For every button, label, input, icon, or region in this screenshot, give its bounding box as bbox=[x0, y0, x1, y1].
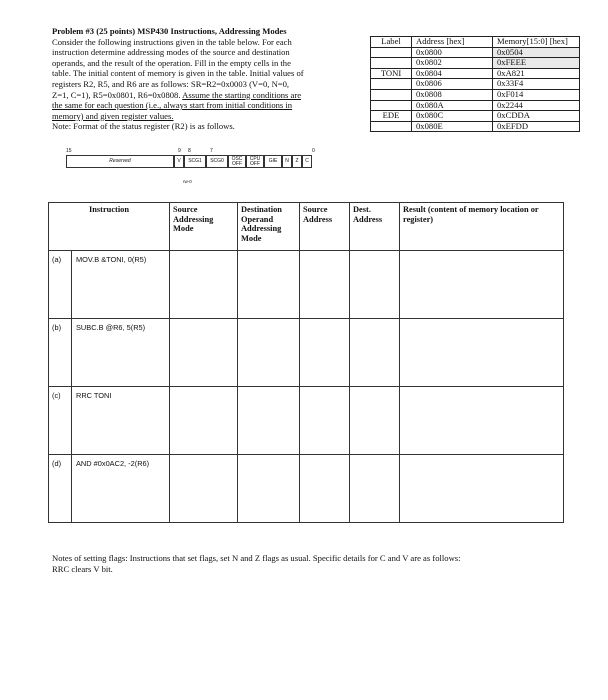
table-row bbox=[49, 319, 564, 387]
memory-value: 0xA821 bbox=[493, 68, 580, 79]
memory-label bbox=[371, 58, 412, 69]
dest-mode-cell[interactable] bbox=[238, 387, 300, 455]
source-mode-cell[interactable] bbox=[170, 319, 238, 387]
intro-line-underlined: the same for each question (i.e., always start from initial conditions in bbox=[52, 100, 293, 111]
bit-number: 15 bbox=[66, 148, 72, 154]
bit-number: 9 bbox=[178, 148, 181, 154]
c-field: C bbox=[302, 155, 312, 168]
notes-line: Notes of setting flags: Instructions that set flags, set N and Z flags as usual. Specific details for C and V are as follows: bbox=[52, 553, 461, 563]
source-address-cell[interactable] bbox=[300, 319, 350, 387]
memory-label bbox=[371, 79, 412, 90]
problem-title: Problem #3 (25 points) MSP430 Instructions, Addressing Modes bbox=[52, 26, 287, 36]
dest-address-header: Dest. Address bbox=[350, 203, 400, 251]
n-field: N bbox=[282, 155, 292, 168]
memory-table-header bbox=[371, 37, 580, 48]
scg1-field: SCG1 bbox=[184, 155, 206, 168]
memory-table bbox=[370, 36, 580, 132]
intro-line: table. The initial content of memory is given in the table. Initial values of bbox=[52, 68, 304, 79]
memory-value: 0x33F4 bbox=[493, 79, 580, 90]
memory-value: 0xFEEE bbox=[493, 58, 580, 69]
table-row bbox=[49, 387, 564, 455]
dest-address-cell[interactable] bbox=[350, 455, 400, 523]
memory-label bbox=[371, 121, 412, 132]
bit-number: 0 bbox=[312, 148, 315, 154]
problem-intro bbox=[52, 26, 364, 132]
instruction-header: Instruction bbox=[49, 203, 170, 251]
intro-line: instruction determine addressing modes of the source and destination bbox=[52, 47, 290, 58]
result-cell[interactable] bbox=[400, 319, 564, 387]
instruction-cell: SUBC.B @R6, 5(R5) bbox=[72, 319, 170, 387]
notes-line: RRC clears V bit. bbox=[52, 563, 113, 574]
memory-label bbox=[371, 100, 412, 111]
instruction-cell: MOV.B &TONI, 0(R5) bbox=[72, 251, 170, 319]
memory-label bbox=[371, 47, 412, 58]
address-header: Address [hex] bbox=[412, 37, 493, 48]
table-row bbox=[49, 455, 564, 523]
answer-table-header bbox=[49, 203, 564, 251]
scg0-field: SCG0 bbox=[206, 155, 228, 168]
memory-address: 0x080E bbox=[412, 121, 493, 132]
dest-mode-header: Destination Operand Addressing Mode bbox=[238, 203, 300, 251]
memory-address: 0x0806 bbox=[412, 79, 493, 90]
reserved-field: Reserved bbox=[66, 155, 174, 168]
memory-label: TONI bbox=[371, 68, 412, 79]
memory-row bbox=[371, 100, 580, 111]
intro-line: registers R2, R5, and R6 are as follows: SR=R2=0x0003 (V=0, N=0, bbox=[52, 78, 290, 89]
memory-address: 0x0804 bbox=[412, 68, 493, 79]
intro-line-with-underline bbox=[52, 90, 364, 101]
v-field: V bbox=[174, 155, 184, 168]
row-label: (d) bbox=[49, 455, 72, 523]
oscoff-field: OSC OFF bbox=[228, 155, 246, 168]
dest-address-cell[interactable] bbox=[350, 319, 400, 387]
instruction-cell: RRC TONI bbox=[72, 387, 170, 455]
result-cell[interactable] bbox=[400, 455, 564, 523]
memory-address: 0x080A bbox=[412, 100, 493, 111]
cpuoff-field: CPU OFF bbox=[246, 155, 264, 168]
result-cell[interactable] bbox=[400, 387, 564, 455]
dest-address-cell[interactable] bbox=[350, 251, 400, 319]
memory-header: Memory[15:0] [hex] bbox=[493, 37, 580, 48]
intro-text-plain: Z=1, C=1), R5=0x0801, R6=0x0808. bbox=[52, 89, 183, 100]
row-label: (b) bbox=[49, 319, 72, 387]
source-mode-cell[interactable] bbox=[170, 455, 238, 523]
memory-value: 0xEFDD bbox=[493, 121, 580, 132]
memory-row bbox=[371, 111, 580, 122]
reset-note: rw-0 bbox=[183, 179, 192, 184]
row-label: (a) bbox=[49, 251, 72, 319]
source-address-cell[interactable] bbox=[300, 387, 350, 455]
z-field: Z bbox=[292, 155, 302, 168]
memory-address: 0x0808 bbox=[412, 89, 493, 100]
answer-table bbox=[48, 202, 564, 523]
instruction-cell: AND #0x0AC2, -2(R6) bbox=[72, 455, 170, 523]
memory-value: 0x2244 bbox=[493, 100, 580, 111]
source-address-cell[interactable] bbox=[300, 455, 350, 523]
memory-row bbox=[371, 89, 580, 100]
memory-value: 0xF014 bbox=[493, 89, 580, 100]
intro-line: Consider the following instructions given in the table below. For each bbox=[52, 36, 292, 47]
memory-row bbox=[371, 58, 580, 69]
result-header: Result (content of memory location or register) bbox=[400, 203, 564, 251]
status-register-diagram bbox=[66, 148, 326, 188]
source-address-header: Source Address bbox=[300, 203, 350, 251]
intro-line: Note: Format of the status register (R2) is as follows. bbox=[52, 121, 235, 132]
row-label: (c) bbox=[49, 387, 72, 455]
intro-line: operands, and the result of the operation. Fill in the empty cells in the bbox=[52, 57, 291, 68]
bit-number: 8 bbox=[188, 148, 191, 154]
label-header: Label bbox=[371, 37, 412, 48]
source-address-cell[interactable] bbox=[300, 251, 350, 319]
bit-number: 7 bbox=[210, 148, 213, 154]
status-register-fields bbox=[66, 155, 312, 168]
dest-mode-cell[interactable] bbox=[238, 251, 300, 319]
table-row bbox=[49, 251, 564, 319]
gie-field: GIE bbox=[264, 155, 282, 168]
memory-label: EDE bbox=[371, 111, 412, 122]
dest-mode-cell[interactable] bbox=[238, 319, 300, 387]
memory-address: 0x0802 bbox=[412, 58, 493, 69]
memory-row bbox=[371, 79, 580, 90]
intro-line-underlined: memory) and given register values. bbox=[52, 110, 174, 121]
memory-address: 0x080C bbox=[412, 111, 493, 122]
intro-text-underlined: Assume the starting conditions are bbox=[182, 89, 302, 100]
memory-address: 0x0800 bbox=[412, 47, 493, 58]
memory-label bbox=[371, 89, 412, 100]
source-mode-cell[interactable] bbox=[170, 251, 238, 319]
flag-notes bbox=[52, 553, 572, 574]
memory-row bbox=[371, 68, 580, 79]
memory-value: 0xCDDA bbox=[493, 111, 580, 122]
memory-value: 0x0504 bbox=[493, 47, 580, 58]
dest-mode-cell[interactable] bbox=[238, 455, 300, 523]
source-mode-cell[interactable] bbox=[170, 387, 238, 455]
source-mode-header: Source Addressing Mode bbox=[170, 203, 238, 251]
memory-row bbox=[371, 47, 580, 58]
dest-address-cell[interactable] bbox=[350, 387, 400, 455]
result-cell[interactable] bbox=[400, 251, 564, 319]
memory-row bbox=[371, 121, 580, 132]
